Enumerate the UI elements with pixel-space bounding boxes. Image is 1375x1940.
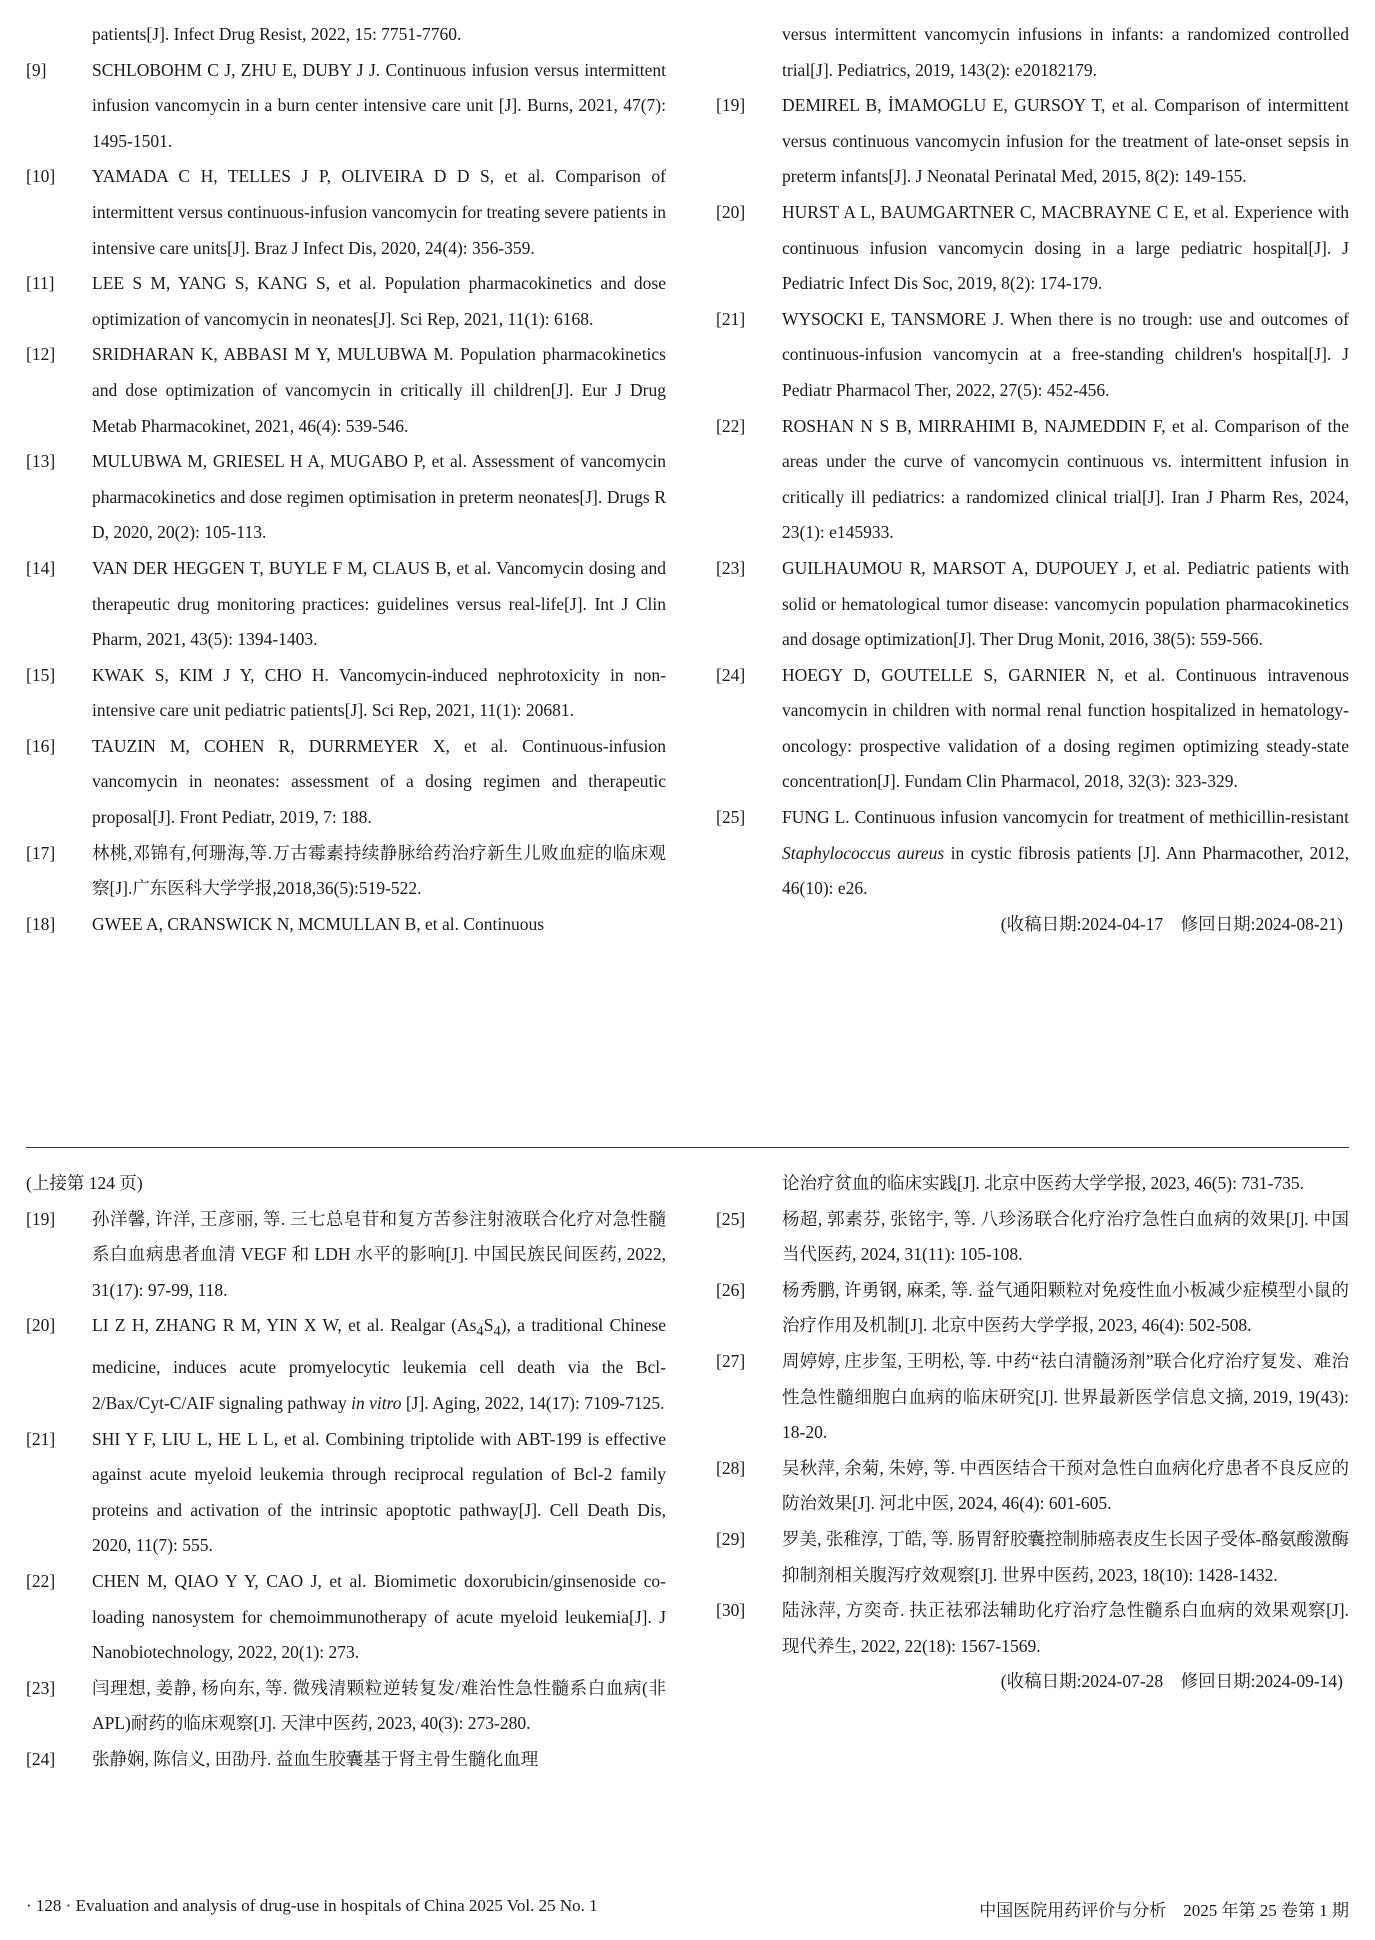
subscript: 4	[476, 1323, 484, 1340]
reference-item	[26, 1422, 666, 1564]
reference-number: [28]	[716, 1457, 746, 1478]
reference-number: [30]	[716, 1600, 746, 1621]
reference-text: 孙洋馨, 许洋, 王彦丽, 等. 三七总皂苷和复方苦参注射液联合化疗对急性髓系白血病患者血清 VEGF 和 LDH 水平的影响[J]. 中国民族民间医药, 2022, 31(17): 97-99, 118.	[92, 1208, 666, 1300]
reference-text: SHI Y F, LIU L, HE L L, et al. Combining triptolide with ABT-199 is effective against acute myeloid leukemia through reciprocal regulation of Bcl-2 family proteins and activation of the intrinsic apoptotic pathway[J]. Cell Death Dis, 2020, 11(7): 555.	[92, 1428, 666, 1556]
reference-item	[716, 1202, 1349, 1273]
lower-left-column	[26, 1166, 666, 1778]
reference-text: GWEE A, CRANSWICK N, MCMULLAN B, et al. Continuous	[92, 913, 545, 934]
reference-number: [29]	[716, 1528, 746, 1549]
upper-right-column	[716, 17, 1349, 942]
reference-text: YAMADA C H, TELLES J P, OLIVEIRA D D S, et al. Comparison of intermittent versus continuous-infusion vancomycin for treating severe patients in intensive care units[J]. Braz J Infect Dis, 2020, 24(4): 356-359.	[92, 166, 666, 258]
reference-text: HOEGY D, GOUTELLE S, GARNIER N, et al. Continuous intravenous vancomycin in children with normal renal function hospitalized in hematology-oncology: prospective validation of a dosing regimen optimizing steady-state concentration[J]. Fundam Clin Pharmacol, 2018, 32(3): 323-329.	[782, 664, 1349, 792]
reference-number: [27]	[716, 1350, 746, 1371]
reference-text: TAUZIN M, COHEN R, DURRMEYER X, et al. Continuous-infusion vancomycin in neonates: assessment of a dosing regimen and therapeutic proposal[J]. Front Pediatr, 2019, 7: 188.	[92, 735, 666, 828]
reference-text: DEMIREL B, İMAMOGLU E, GURSOY T, et al. Comparison of intermittent versus continuous vancomycin infusion for the treatment of late-onset sepsis in preterm infants[J]. J Neonatal Perinatal Med, 2015, 8(2): 149-155.	[782, 95, 1349, 187]
reference-text-part: [J]. Aging, 2022, 14(17): 7109-7125.	[401, 1393, 665, 1414]
reference-text: 林桃,邓锦有,何珊海,等.万古霉素持续静脉给药治疗新生儿败血症的临床观察[J].广东医科大学学报,2018,36(5):519-522.	[92, 842, 666, 899]
reference-item	[716, 1451, 1349, 1522]
reference-number: [19]	[716, 95, 746, 116]
continued-reference-text: versus intermittent vancomycin infusions in infants: a randomized controlled trial[J]. Pediatrics, 2019, 143(2): e20182179.	[782, 24, 1349, 80]
reference-item	[26, 266, 666, 337]
reference-item	[26, 1564, 666, 1671]
continued-reference-text: patients[J]. Infect Drug Resist, 2022, 15: 7751-7760.	[92, 24, 462, 44]
reference-item	[26, 1308, 666, 1421]
reference-number: [21]	[716, 308, 746, 329]
reference-text: 杨秀鹏, 许勇钢, 麻柔, 等. 益气通阳颗粒对免疫性血小板减少症模型小鼠的治疗作用及机制[J]. 北京中医药大学学报, 2023, 46(4): 502-508.	[782, 1279, 1349, 1336]
species-name-italic: Staphylococcus aureus	[782, 842, 945, 863]
reference-item	[26, 551, 666, 658]
reference-text: 闫理想, 姜静, 杨向东, 等. 微残清颗粒逆转复发/难治性急性髓系白血病(非 APL)耐药的临床观察[J]. 天津中医药, 2023, 40(3): 273-280.	[92, 1677, 666, 1734]
reference-item	[26, 1742, 666, 1778]
reference-text: WYSOCKI E, TANSMORE J. When there is no trough: use and outcomes of continuous-infusion vancomycin at a free-standing children's hospital[J]. J Pediatr Pharmacol Ther, 2022, 27(5): 452-456.	[782, 308, 1349, 400]
reference-item	[26, 729, 666, 836]
reference-item	[26, 444, 666, 551]
reference-number: [17]	[26, 842, 56, 863]
reference-number: [23]	[716, 557, 746, 578]
reference-text: KWAK S, KIM J Y, CHO H. Vancomycin-induced nephrotoxicity in non-intensive care unit pediatric patients[J]. Sci Rep, 2021, 11(1): 20681.	[92, 664, 666, 721]
reference-item	[26, 1202, 666, 1309]
reference-item	[26, 907, 666, 943]
reference-number: [23]	[26, 1677, 56, 1698]
reference-text: VAN DER HEGGEN T, BUYLE F M, CLAUS B, et al. Vancomycin dosing and therapeutic drug monitoring practices: guidelines versus real-life[J]. Int J Clin Pharm, 2021, 43(5): 1394-1403.	[92, 557, 666, 650]
reference-text	[782, 800, 1349, 907]
reference-item	[716, 658, 1349, 800]
reference-text: 吴秋萍, 余菊, 朱婷, 等. 中西医结合干预对急性白血病化疗患者不良反应的防治效果[J]. 河北中医, 2024, 46(4): 601-605.	[782, 1457, 1349, 1514]
reference-number: [10]	[26, 166, 56, 187]
reference-text: SCHLOBOHM C J, ZHU E, DUBY J J. Continuous infusion versus intermittent infusion vancomycin in a burn center intensive care unit [J]. Burns, 2021, 47(7): 1495-1501.	[92, 59, 666, 151]
reference-text: GUILHAUMOU R, MARSOT A, DUPOUEY J, et al. Pediatric patients with solid or hematological tumor disease: vancomycin population pharmacokinetics and dosage optimization[J]. Ther Drug Monit, 2016, 38(5): 559-566.	[782, 557, 1349, 650]
reference-item	[716, 409, 1349, 551]
reference-item	[716, 1344, 1349, 1451]
reference-number: [15]	[26, 664, 56, 685]
reference-number: [13]	[26, 451, 56, 472]
reference-number: [21]	[26, 1428, 56, 1449]
reference-item	[716, 1522, 1349, 1593]
reference-item	[716, 800, 1349, 907]
reference-item	[26, 159, 666, 266]
reference-number: [9]	[26, 59, 47, 80]
reference-text: 杨超, 郭素芬, 张铭宇, 等. 八珍汤联合化疗治疗急性白血病的效果[J]. 中国当代医药, 2024, 31(11): 105-108.	[782, 1208, 1349, 1265]
reference-number: [20]	[716, 201, 746, 222]
reference-item	[26, 337, 666, 444]
reference-text-part: LI Z H, ZHANG R M, YIN X W, et al. Realgar (As	[92, 1315, 477, 1336]
reference-number: [16]	[26, 735, 56, 756]
reference-text-part: FUNG L. Continuous infusion vancomycin for treatment of methicillin-resistant	[782, 807, 1349, 828]
reference-text: 周婷婷, 庄步玺, 王明松, 等. 中药“祛白清髓汤剂”联合化疗治疗复发、难治性急性髓细胞白血病的临床研究[J]. 世界最新医学信息文摘, 2019, 19(43): 18-20.	[782, 1350, 1349, 1443]
reference-text: CHEN M, QIAO Y Y, CAO J, et al. Biomimetic doxorubicin/ginsenoside co-loading nanosystem for chemoimmunotherapy of acute myeloid leukemia[J]. J Nanobiotechnology, 2022, 20(1): 273.	[92, 1571, 666, 1663]
page-footer-right: 中国医院用药评价与分析 2025 年第 25 卷第 1 期	[979, 1901, 1349, 1920]
reference-text: ROSHAN N S B, MIRRAHIMI B, NAJMEDDIN F, et al. Comparison of the areas under the curve of vancomycin continuous vs. intermittent infusion in critically ill pediatrics: a randomized clinical trial[J]. Iran J Pharm Res, 2024, 23(1): e145933.	[782, 415, 1349, 543]
reference-item	[716, 302, 1349, 409]
reference-number: [22]	[716, 415, 746, 436]
reference-item	[716, 88, 1349, 195]
reference-text: 罗美, 张稚淳, 丁皓, 等. 肠胃舒胶囊控制肺癌表皮生长因子受体-酪氨酸激酶抑制剂相关腹泻疗效观察[J]. 世界中医药, 2023, 18(10): 1428-1432.	[782, 1528, 1349, 1585]
italic-term: in vitro	[351, 1393, 402, 1414]
reference-number: [24]	[26, 1749, 56, 1769]
reference-number: [25]	[716, 1208, 746, 1229]
reference-item	[26, 836, 666, 907]
reference-text-part: S	[483, 1315, 494, 1336]
reference-text: MULUBWA M, GRIESEL H A, MUGABO P, et al. Assessment of vancomycin pharmacokinetics and dose regimen optimisation in preterm neonates[J]. Drugs R D, 2020, 20(2): 105-113.	[92, 451, 666, 543]
reference-number: [11]	[26, 273, 55, 294]
reference-number: [25]	[716, 807, 746, 828]
reference-text: 张静娴, 陈信义, 田劭丹. 益血生胶囊基于肾主骨生髓化血理	[92, 1749, 539, 1769]
received-revised-dates: (收稿日期:2024-07-28 修回日期:2024-09-14)	[1000, 1671, 1343, 1692]
reference-number: [19]	[26, 1208, 56, 1229]
reference-text: LEE S M, YANG S, KANG S, et al. Population pharmacokinetics and dose optimization of vancomycin in neonates[J]. Sci Rep, 2021, 11(1): 6168.	[92, 273, 666, 329]
continued-from-note: (上接第 124 页)	[26, 1173, 143, 1193]
reference-text: 陆泳萍, 方奕奇. 扶正祛邪法辅助化疗治疗急性髓系白血病的效果观察[J]. 现代养生, 2022, 22(18): 1567-1569.	[782, 1600, 1349, 1656]
received-revised-dates: (收稿日期:2024-04-17 修回日期:2024-08-21)	[1000, 913, 1343, 934]
reference-item	[716, 1593, 1349, 1664]
reference-item	[716, 551, 1349, 658]
reference-item	[716, 195, 1349, 302]
reference-text-part: in cystic fibrosis patients [J]. Ann Pharmacother, 2012, 46(10): e26.	[782, 842, 1350, 899]
reference-text	[92, 1308, 666, 1421]
reference-number: [20]	[26, 1315, 56, 1336]
reference-item	[26, 53, 666, 160]
section-divider	[26, 1147, 1349, 1148]
reference-number: [26]	[716, 1279, 746, 1300]
reference-item	[716, 1273, 1349, 1344]
reference-text: SRIDHARAN K, ABBASI M Y, MULUBWA M. Population pharmacokinetics and dose optimization of vancomycin in critically ill children[J]. Eur J Drug Metab Pharmacokinet, 2021, 46(4): 539-546.	[92, 344, 666, 436]
page-footer-left: · 128 · Evaluation and analysis of drug-use in hospitals of China 2025 Vol. 25 No. 1	[26, 1896, 598, 1915]
reference-number: [12]	[26, 344, 56, 365]
reference-text: HURST A L, BAUMGARTNER C, MACBRAYNE C E, et al. Experience with continuous infusion vancomycin dosing in a large pediatric hospital[J]. J Pediatric Infect Dis Soc, 2019, 8(2): 174-179.	[782, 201, 1349, 294]
reference-number: [22]	[26, 1571, 56, 1592]
reference-number: [24]	[716, 664, 746, 685]
reference-item	[26, 658, 666, 729]
reference-item	[26, 1671, 666, 1742]
reference-number: [18]	[26, 913, 56, 934]
upper-left-column	[26, 17, 666, 942]
reference-text-part: ), a traditional Chinese medicine, induces acute promyelocytic leukemia cell death via the Bcl-2/Bax/Cyt-C/AIF signaling pathway	[92, 1315, 666, 1414]
subscript: 4	[493, 1323, 501, 1340]
continued-reference-text: 论治疗贫血的临床实践[J]. 北京中医药大学学报, 2023, 46(5): 731-735.	[782, 1173, 1305, 1193]
lower-right-column	[716, 1166, 1349, 1700]
reference-number: [14]	[26, 557, 56, 578]
